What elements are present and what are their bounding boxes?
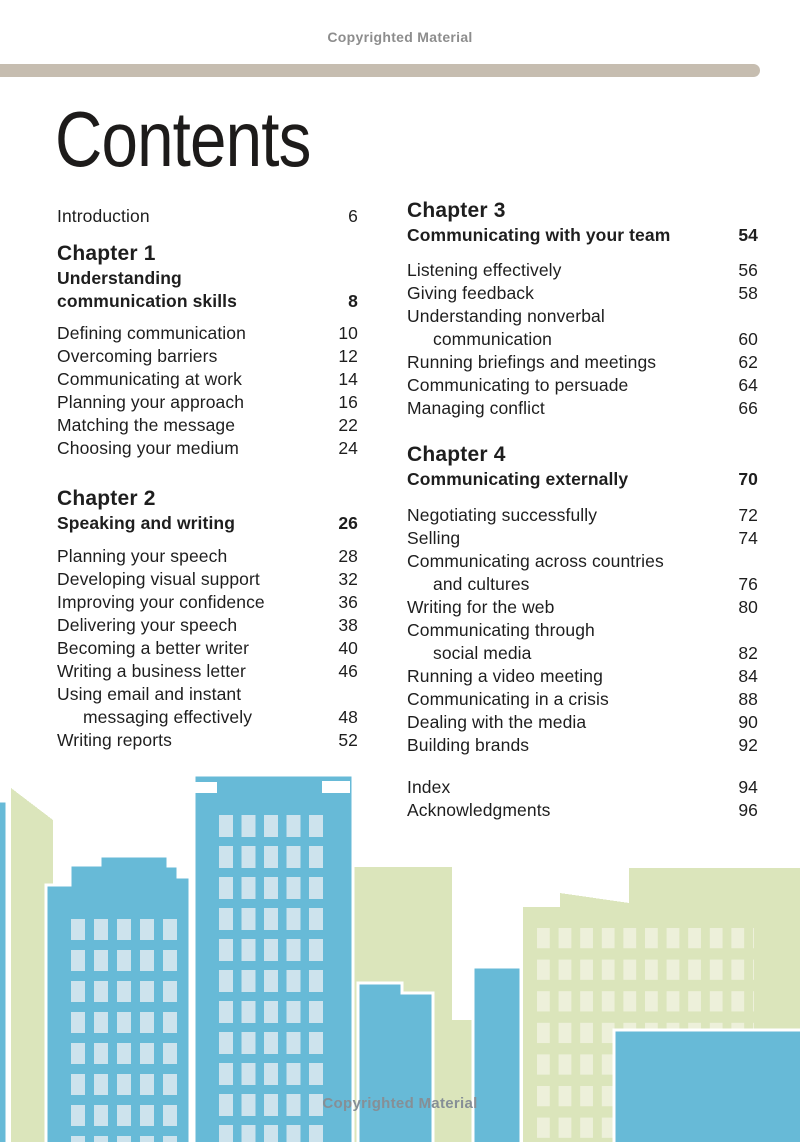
chapter-page: 8 bbox=[348, 291, 358, 311]
blue-strip-far-left bbox=[0, 801, 7, 1142]
chapter-2-heading bbox=[57, 485, 358, 535]
city-skyline-illustration bbox=[0, 760, 800, 1142]
chapter-1-entries bbox=[57, 322, 358, 460]
toc-entry: Communicating in a crisis 88 bbox=[407, 689, 758, 709]
chapter-title: Chapter 3 bbox=[407, 199, 506, 222]
toc-entry: Running briefings and meetings 62 bbox=[407, 352, 758, 372]
toc-entry: Communicating at work 14 bbox=[57, 369, 358, 389]
chapter-page: 26 bbox=[338, 513, 358, 533]
chapter-subtitle: Communicating with your team bbox=[407, 225, 671, 245]
toc-entry: Giving feedback 58 bbox=[407, 283, 758, 303]
blue-tower-center-windows bbox=[219, 815, 325, 1142]
toc-entry: Improving your confidence 36 bbox=[57, 592, 358, 612]
toc-entry: Planning your speech 28 bbox=[57, 546, 358, 566]
blue-building-small-center bbox=[358, 983, 433, 1142]
blue-building-bottom-right bbox=[614, 1030, 800, 1142]
chapter-4-entries bbox=[407, 504, 758, 757]
chapter-subtitle-line2: communication skills bbox=[57, 291, 237, 311]
chapter-subtitle: Speaking and writing bbox=[57, 513, 235, 533]
tower-roof-notch-left bbox=[191, 782, 217, 793]
toc-entry-two-line: Communicating through social media 82 bbox=[407, 620, 758, 663]
chapter-title: Chapter 1 bbox=[57, 242, 156, 265]
toc-entry-introduction bbox=[57, 205, 358, 228]
chapter-1-heading bbox=[57, 240, 358, 313]
blue-building-narrow bbox=[473, 967, 521, 1142]
toc-entry-acknowledgments: Acknowledgments 96 bbox=[407, 800, 758, 820]
chapter-title: Chapter 2 bbox=[57, 487, 156, 510]
toc-entry-two-line: Understanding nonverbal communication 60 bbox=[407, 306, 758, 349]
toc-entry: Writing reports 52 bbox=[57, 730, 358, 750]
entry-label: Introduction bbox=[57, 206, 150, 226]
toc-entry-two-line: Communicating across countries and cultures 76 bbox=[407, 551, 758, 594]
toc-entry: Overcoming barriers 12 bbox=[57, 346, 358, 366]
chapter-4-heading bbox=[407, 441, 758, 491]
toc-entry: Defining communication 10 bbox=[57, 323, 358, 343]
toc-entry: Planning your approach 16 bbox=[57, 392, 358, 412]
copyright-notice-bottom: Copyrighted Material bbox=[322, 1095, 478, 1112]
chapter-page: 54 bbox=[738, 225, 758, 245]
toc-entry: Writing for the web 80 bbox=[407, 597, 758, 617]
toc-entry: Becoming a better writer 40 bbox=[57, 638, 358, 658]
decorative-top-bar bbox=[0, 64, 760, 77]
toc-entry: Choosing your medium 24 bbox=[57, 438, 358, 458]
toc-entry: Communicating to persuade 64 bbox=[407, 375, 758, 395]
toc-entry: Matching the message 22 bbox=[57, 415, 358, 435]
toc-entry: Writing a business letter 46 bbox=[57, 661, 358, 681]
chapter-subtitle-line1: Understanding bbox=[57, 268, 182, 288]
toc-entry-index: Index 94 bbox=[407, 777, 758, 797]
toc-entry: Developing visual support 32 bbox=[57, 569, 358, 589]
chapter-3-entries bbox=[407, 259, 758, 420]
copyright-notice-top: Copyrighted Material bbox=[327, 29, 473, 45]
toc-entry: Negotiating successfully 72 bbox=[407, 505, 758, 525]
chapter-subtitle: Communicating externally bbox=[407, 469, 629, 489]
toc-entry: Dealing with the media 90 bbox=[407, 712, 758, 732]
tower-roof-notch-right bbox=[322, 781, 350, 793]
chapter-title: Chapter 4 bbox=[407, 443, 506, 466]
chapter-2-entries bbox=[57, 545, 358, 752]
toc-entry: Selling 74 bbox=[407, 528, 758, 548]
toc-entry: Managing conflict 66 bbox=[407, 398, 758, 418]
entry-page: 6 bbox=[348, 206, 358, 226]
chapter-3-heading bbox=[407, 197, 758, 247]
toc-entry: Building brands 92 bbox=[407, 735, 758, 755]
toc-entry: Listening effectively 56 bbox=[407, 260, 758, 280]
toc-entry: Running a video meeting 84 bbox=[407, 666, 758, 686]
page-title: Contents bbox=[55, 95, 311, 183]
chapter-page: 70 bbox=[738, 469, 758, 489]
toc-entry-two-line: Using email and instant messaging effectively 48 bbox=[57, 684, 358, 727]
toc-entry: Delivering your speech 38 bbox=[57, 615, 358, 635]
